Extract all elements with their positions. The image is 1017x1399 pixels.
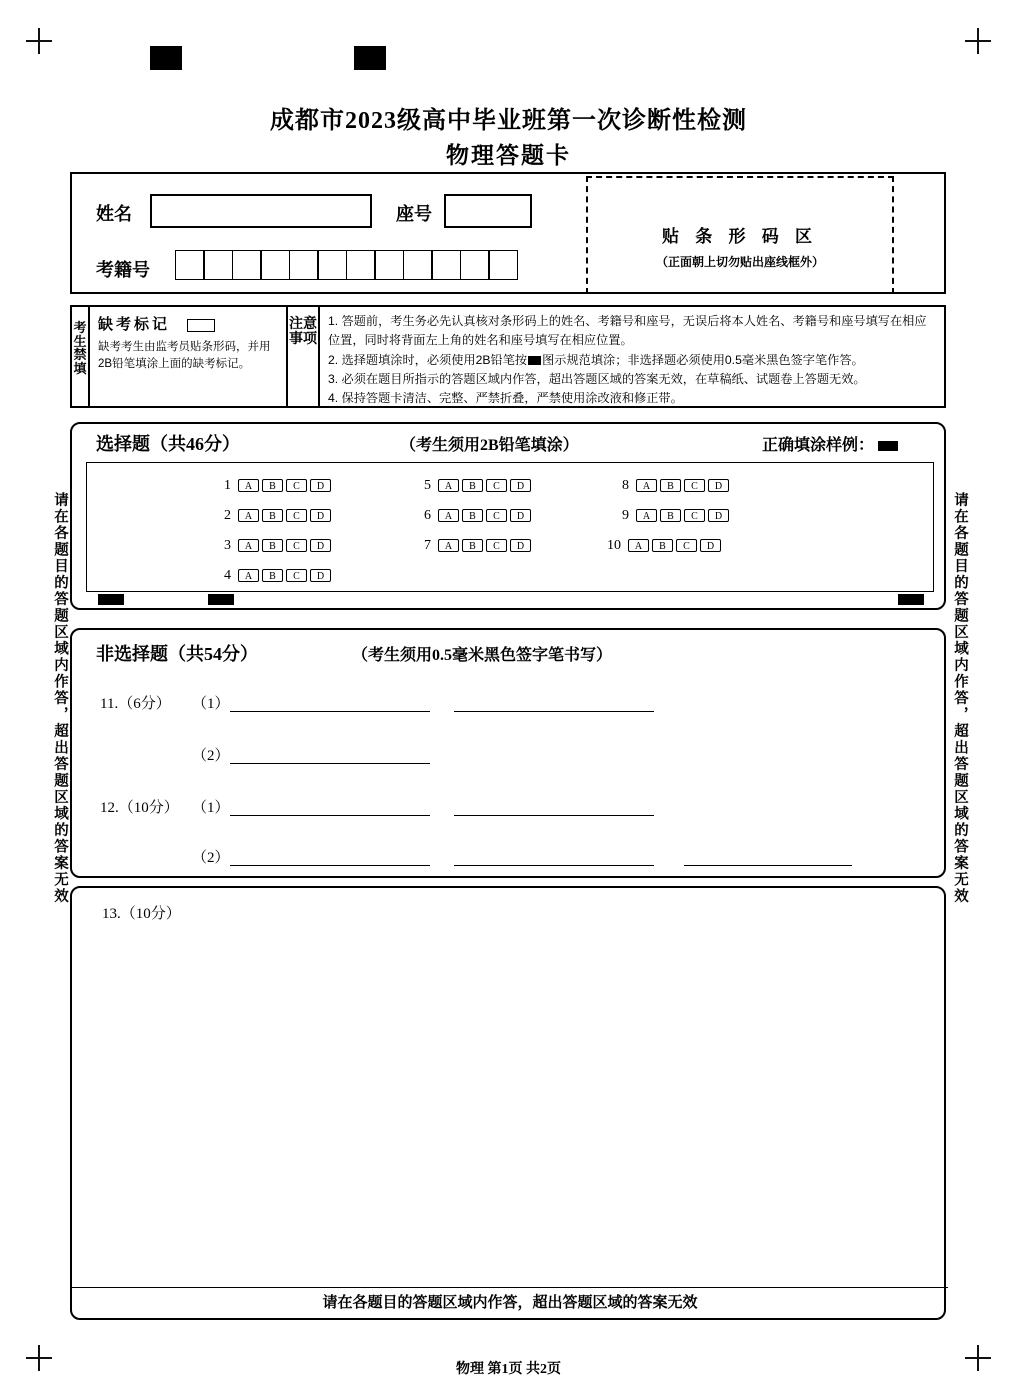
timing-mark (898, 594, 924, 605)
name-label: 姓名 (96, 204, 132, 224)
option-bubble-b[interactable]: B (462, 509, 483, 522)
question-12-label: 12.（10分） (100, 800, 179, 816)
exam-id-cell[interactable] (289, 250, 319, 280)
attention-item-1: 1. 答题前，考生务必先认真核对条形码上的姓名、考籍号和座号，无误后将本人姓名、考籍号和座号填写在相应位置，同时将背面左上角的姓名和座号填写在相应位置。 (328, 314, 927, 348)
registration-cross-icon (26, 28, 52, 54)
side-warning-left: 请在各题目的答题区域内作答，超出答题区域的答案无效 (52, 492, 68, 905)
option-bubble-b[interactable]: B (660, 509, 681, 522)
bottom-warning: 请在各题目的答题区域内作答，超出答题区域的答案无效 (322, 1295, 698, 1311)
attention-item-2: 2. 选择题填涂时，必须使用2B铅笔按 图示规范填涂；非选择题必须使用0.5毫米黑色签字笔作答。 (328, 352, 864, 367)
divider (72, 1287, 948, 1288)
option-bubble-b[interactable]: B (262, 569, 283, 582)
timing-mark (208, 594, 234, 605)
exam-id-cell[interactable] (488, 250, 518, 280)
answer-blank[interactable] (230, 864, 430, 866)
exam-id-cell[interactable] (346, 250, 376, 280)
absent-mark-box (88, 305, 288, 408)
question-number: 10 (607, 537, 621, 553)
multiple-choice-section (70, 422, 946, 610)
question-row[interactable] (607, 507, 732, 524)
multiple-choice-note: （考生须用2B铅笔填涂） (400, 437, 579, 454)
absent-mark-text: 缺考考生由监考员贴条形码，并用2B铅笔填涂上面的缺考标记。 (98, 341, 271, 370)
option-bubble-a[interactable]: A (238, 479, 259, 492)
exam-id-cell[interactable] (431, 250, 461, 280)
answer-blank[interactable] (230, 762, 430, 764)
exam-id-label: 考籍号 (96, 260, 150, 280)
question-13-label: 13.（10分） (102, 906, 181, 922)
candidate-forbidden-label: 考生禁填 (70, 305, 90, 408)
multiple-choice-title: 选择题（共46分） (96, 434, 240, 454)
question-11-part-1-label: （1） (192, 696, 230, 712)
option-bubble-c[interactable]: C (486, 539, 507, 552)
question-row[interactable] (209, 537, 334, 554)
notice-row (70, 305, 946, 408)
exam-id-cell[interactable] (175, 250, 205, 280)
exam-id-cell[interactable] (203, 250, 233, 280)
question-row[interactable] (599, 537, 724, 554)
option-bubble-d[interactable]: D (310, 509, 331, 522)
timing-mark (150, 46, 182, 70)
exam-id-cell[interactable] (317, 250, 347, 280)
exam-id-cells[interactable] (176, 250, 518, 280)
option-bubble-d[interactable]: D (310, 569, 331, 582)
attention-item-3: 3. 必须在题目所指示的答题区域内作答，超出答题区域的答案无效，在草稿纸、试题卷上答题无效。 (328, 371, 866, 386)
fill-sample-icon (878, 441, 898, 451)
question-11-label: 11.（6分） (100, 696, 171, 712)
question-number: 2 (224, 507, 231, 523)
question-number: 5 (424, 477, 431, 493)
multiple-choice-header (72, 430, 948, 456)
option-bubble-b[interactable]: B (660, 479, 681, 492)
option-bubble-b[interactable]: B (262, 479, 283, 492)
option-bubble-c[interactable]: C (286, 539, 307, 552)
option-bubble-c[interactable]: C (486, 479, 507, 492)
question-row[interactable] (409, 507, 534, 524)
question-13-section (70, 886, 946, 1320)
seat-field[interactable] (444, 194, 532, 228)
question-row[interactable] (209, 477, 334, 494)
option-bubble-c[interactable]: C (286, 509, 307, 522)
option-bubble-c[interactable]: C (676, 539, 697, 552)
question-number: 3 (224, 537, 231, 553)
seat-label: 座号 (396, 204, 432, 224)
free-response-title: 非选择题（共54分） (96, 644, 258, 664)
question-11-part-2-label: （2） (192, 748, 230, 764)
option-bubble-d[interactable]: D (310, 539, 331, 552)
side-warning-right: 请在各题目的答题区域内作答，超出答题区域的答案无效 (952, 492, 968, 905)
barcode-title: 贴 条 形 码 区 (662, 227, 818, 246)
page-subtitle: 物理答题卡 (446, 143, 571, 168)
name-field[interactable] (150, 194, 372, 228)
answer-blank[interactable] (230, 814, 430, 816)
question-row[interactable] (607, 477, 732, 494)
option-bubble-a[interactable]: A (636, 509, 657, 522)
question-row[interactable] (409, 477, 534, 494)
fill-sample-note (762, 432, 898, 455)
question-number: 9 (622, 507, 629, 523)
option-bubble-a[interactable]: A (238, 569, 259, 582)
option-bubble-c[interactable]: C (684, 479, 705, 492)
answer-blank[interactable] (684, 864, 852, 866)
option-bubble-c[interactable]: C (486, 509, 507, 522)
question-12-part-2-label: （2） (192, 850, 230, 866)
answer-blank[interactable] (454, 710, 654, 712)
exam-id-cell[interactable] (403, 250, 433, 280)
option-bubble-b[interactable]: B (262, 509, 283, 522)
bubble-grid (86, 462, 934, 592)
option-bubble-d[interactable]: D (700, 539, 721, 552)
option-bubble-c[interactable]: C (684, 509, 705, 522)
option-bubble-a[interactable]: A (628, 539, 649, 552)
exam-id-cell[interactable] (374, 250, 404, 280)
question-number: 1 (224, 477, 231, 493)
timing-mark (354, 46, 386, 70)
answer-blank[interactable] (454, 814, 654, 816)
option-bubble-a[interactable]: A (636, 479, 657, 492)
answer-blank[interactable] (230, 710, 430, 712)
option-bubble-c[interactable]: C (286, 569, 307, 582)
question-number: 4 (224, 567, 231, 583)
absent-mark-bubble[interactable] (187, 319, 215, 332)
option-bubble-d[interactable]: D (310, 479, 331, 492)
attention-text-box (318, 305, 946, 408)
fill-sample-label: 正确填涂样例： (762, 437, 875, 454)
page-title: 成都市2023级高中毕业班第一次诊断性检测 (270, 108, 747, 134)
option-bubble-a[interactable]: A (438, 479, 459, 492)
registration-cross-icon (965, 28, 991, 54)
question-row[interactable] (409, 537, 534, 554)
question-number: 8 (622, 477, 629, 493)
question-row[interactable] (209, 567, 334, 584)
option-bubble-b[interactable]: B (652, 539, 673, 552)
option-bubble-d[interactable]: D (708, 509, 729, 522)
option-bubble-d[interactable]: D (708, 479, 729, 492)
attention-label: 注意事项 (286, 305, 320, 408)
option-bubble-d[interactable]: D (510, 479, 531, 492)
exam-id-cell[interactable] (260, 250, 290, 280)
option-bubble-c[interactable]: C (286, 479, 307, 492)
question-12-part-1-label: （1） (192, 800, 230, 816)
option-bubble-a[interactable]: A (438, 509, 459, 522)
option-bubble-b[interactable]: B (462, 539, 483, 552)
exam-id-cell[interactable] (232, 250, 262, 280)
absent-mark-label: 缺考标记 (98, 317, 171, 333)
option-bubble-a[interactable]: A (238, 509, 259, 522)
option-bubble-d[interactable]: D (510, 539, 531, 552)
option-bubble-a[interactable]: A (438, 539, 459, 552)
option-bubble-d[interactable]: D (510, 509, 531, 522)
barcode-note: （正面朝上切勿贴出座线框外） (655, 255, 824, 269)
option-bubble-a[interactable]: A (238, 539, 259, 552)
free-response-note: （考生须用0.5毫米黑色签字笔书写） (352, 647, 613, 664)
option-bubble-b[interactable]: B (462, 479, 483, 492)
answer-blank[interactable] (454, 864, 654, 866)
page-footer: 物理 第1页 共2页 (456, 1362, 561, 1377)
free-response-section (70, 628, 946, 878)
question-number: 7 (424, 537, 431, 553)
exam-id-cell[interactable] (460, 250, 490, 280)
attention-item-4: 4. 保持答题卡清洁、完整、严禁折叠，严禁使用涂改液和修正带。 (328, 391, 683, 406)
option-bubble-b[interactable]: B (262, 539, 283, 552)
barcode-paste-area (586, 176, 894, 294)
question-number: 6 (424, 507, 431, 523)
timing-mark (98, 594, 124, 605)
question-row[interactable] (209, 507, 334, 524)
absent-mark-title (98, 313, 278, 334)
